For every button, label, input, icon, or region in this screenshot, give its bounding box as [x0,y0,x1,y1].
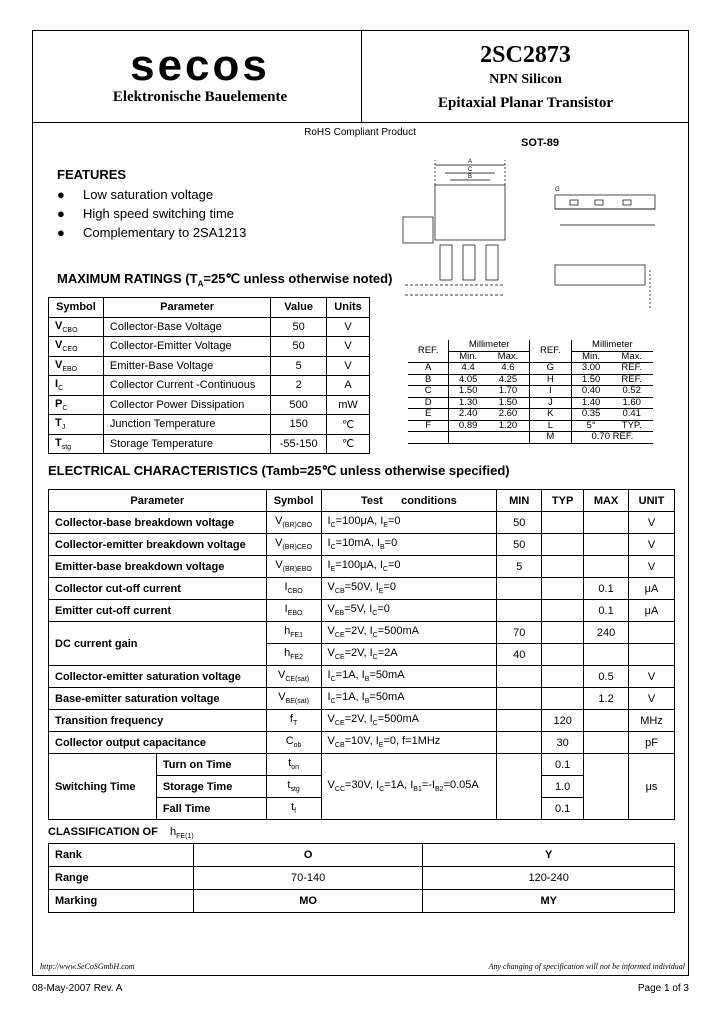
bullet-icon: ● [57,187,65,202]
unit-cell: ℃ [327,415,370,435]
condition-cell: $V_{CC}=30V$, $I_C=1A$, $I_{B1}=-I_{B2}=0.05A$ [321,754,497,820]
unit-cell [629,644,675,666]
max-ratings-row [49,356,370,376]
dim-row [408,386,653,398]
dim-row [408,420,653,432]
value-cell: 5 [271,356,327,376]
condition-cell: $V_{CB}=50V$, $I_E=0$ [321,578,497,600]
typ-cell [542,578,584,600]
dim-row [408,409,653,421]
typ-cell: 30 [542,732,584,754]
max-ratings-row [49,317,370,337]
feature-text: Complementary to 2SA1213 [83,225,247,240]
unit-cell [629,622,675,644]
dim-min: 0.35 [571,409,610,421]
min-cell: 40 [497,644,542,666]
max-cell [584,644,629,666]
dim-ref: C [408,386,449,398]
col-header-min: MIN [497,490,542,512]
electrical-row [49,622,675,644]
max-cell: 0.1 [584,600,629,622]
parameter-cell: Base-emitter saturation voltage [49,688,267,710]
package-name: SOT-89 [521,137,559,149]
typ-cell [542,556,584,578]
dim-header-row [408,340,653,351]
unit-cell: μA [629,578,675,600]
condition-cell: $I_C=100\mu A$, $I_E=0$ [321,512,497,534]
max-ratings-title: MAXIMUM RATINGS ($T_A=25℃$ unless otherwise noted) [57,271,393,289]
dim-max: 1.20 [487,420,529,432]
classification-row [49,890,675,913]
parameter-cell: Storage Temperature [103,434,270,454]
condition-cell: $I_E=100\mu A$, $I_C=0$ [321,556,497,578]
rohs-label: RoHS Compliant Product [304,127,416,138]
classification-row [49,867,675,890]
min-cell: 50 [497,512,542,534]
dim-unit-header: Millimeter [449,340,530,351]
max-cell: 240 [584,622,629,644]
dim-min: 1.50 [449,386,487,398]
class-y-cell: 120-240 [423,867,675,890]
col-header-symbol: Symbol [266,490,321,512]
condition-cell: $I_C=1A$, $I_B=50mA$ [321,688,497,710]
dim-unit-header: Millimeter [571,340,653,351]
typ-cell [542,666,584,688]
parameter-cell: Collector Current -Continuous [103,376,270,396]
feature-text: High speed switching time [83,206,235,221]
unit-cell: μs [629,754,675,820]
electrical-row [49,710,675,732]
unit-cell: mW [327,395,370,415]
symbol-cell: $I_{EBO}$ [266,600,321,622]
parameter-cell: Collector cut-off current [49,578,267,600]
symbol-cell: $V_{(BR)CEO}$ [266,534,321,556]
symbol-cell: $f_T$ [266,710,321,732]
class-o-cell: MO [193,890,423,913]
dim-col-min: Min. [449,351,487,363]
parameter-cell: Collector-emitter breakdown voltage [49,534,267,556]
unit-cell: pF [629,732,675,754]
symbol-cell: $V_{BE(sat)}$ [266,688,321,710]
unit-cell: V [629,512,675,534]
condition-cell: $V_{CE}=2V$, $I_C=2A$ [321,644,497,666]
dim-max: REF. [610,374,653,386]
max-cell [584,534,629,556]
min-cell: 50 [497,534,542,556]
symbol-cell: $h_{FE1}$ [266,622,321,644]
max-cell: 0.1 [584,578,629,600]
dim-col-ref: REF. [529,340,571,363]
dim-col-max: Max. [610,351,653,363]
svg-text:A: A [468,159,473,165]
dim-row [408,432,653,444]
parameter-cell: Collector-Emitter Voltage [103,337,270,357]
symbol-cell: $T_{stg}$ [49,434,104,454]
typ-cell: 1.0 [542,776,584,798]
min-cell [497,688,542,710]
parameter-cell: Collector-Base Voltage [103,317,270,337]
feature-item [57,206,234,221]
company-subtitle: Elektronische Bauelemente [112,89,288,105]
value-cell: -55-150 [271,434,327,454]
value-cell: 50 [271,317,327,337]
dim-min: 2.40 [449,409,487,421]
symbol-cell: $h_{FE2}$ [266,644,321,666]
parameter-cell: Collector output capacitance [49,732,267,754]
electrical-row [49,556,675,578]
dim-ref: J [529,397,571,409]
max-ratings-row [49,434,370,454]
class-label: Range [49,867,194,890]
electrical-row [49,732,675,754]
footer-url[interactable]: http://www.SeCoSGmbH.com [40,962,135,971]
dim-max: 1.60 [610,397,653,409]
dim-min: 1.50 [571,374,610,386]
condition-cell: $V_{CE}=2V$, $I_C=500mA$ [321,710,497,732]
switching-label: Switching Time [49,754,157,820]
parameter-cell: Junction Temperature [103,415,270,435]
dim-min: 0.89 [449,420,487,432]
symbol-cell: $V_{(BR)CBO}$ [266,512,321,534]
secos-logo: secos [130,41,270,90]
class-label: Marking [49,890,194,913]
max-ratings-row [49,395,370,415]
dim-ref: B [408,374,449,386]
parameter-cell: Collector-emitter saturation voltage [49,666,267,688]
dim-col-min: Min. [571,351,610,363]
classification-title: CLASSIFICATION OF $h_{FE(1)}$ [48,826,194,841]
parameter-cell: Emitter cut-off current [49,600,267,622]
bullet-icon: ● [57,206,65,221]
dim-row [408,374,653,386]
symbol-cell: $V_{CE(sat)}$ [266,666,321,688]
typ-cell: 0.1 [542,798,584,820]
parameter-cell: Collector-base breakdown voltage [49,512,267,534]
unit-cell: ℃ [327,434,370,454]
features-title: FEATURES [57,167,127,182]
symbol-cell: $t_{on}$ [266,754,321,776]
electrical-characteristics-table [48,489,675,820]
symbol-cell: $V_{CBO}$ [49,317,104,337]
dim-ref: F [408,420,449,432]
feature-item [57,187,213,202]
dim-min: 4.4 [449,363,487,375]
dim-max: REF. [610,363,653,375]
footer-date: 08-May-2007 Rev. A [32,983,123,994]
col-header-units: Units [327,298,370,318]
sot89-package-drawing [395,155,685,330]
footer-notice: Any changing of specification will not be informed individual [488,962,685,971]
typ-cell [542,512,584,534]
unit-cell: μA [629,600,675,622]
dim-col-ref: REF. [408,340,449,363]
dim-row [408,363,653,375]
max-ratings-row [49,376,370,396]
max-cell [584,556,629,578]
dim-ref: L [529,420,571,432]
dim-max: 1.50 [487,397,529,409]
condition-cell: $V_{CB}=10V$, $I_E=0$, f=1MHz [321,732,497,754]
symbol-cell: $t_f$ [266,798,321,820]
classification-table [48,843,675,913]
max-cell [584,732,629,754]
min-cell [497,666,542,688]
dim-min: 5° [571,420,610,432]
typ-cell: 120 [542,710,584,732]
symbol-cell: $P_C$ [49,395,104,415]
unit-cell: V [629,688,675,710]
typ-cell [542,600,584,622]
bullet-icon: ● [57,225,65,240]
dim-ref [408,432,449,444]
electrical-title: ELECTRICAL CHARACTERISTICS (Tamb=25℃ unless otherwise specified) [48,463,510,478]
col-header-test-conditions: Test conditions [321,490,497,512]
dim-col-max: Max. [487,351,529,363]
value-cell: 50 [271,337,327,357]
col-header-value: Value [271,298,327,318]
dim-max: 4.25 [487,374,529,386]
value-cell: 2 [271,376,327,396]
unit-cell: V [327,337,370,357]
unit-cell: MHz [629,710,675,732]
symbol-cell: $I_{CBO}$ [266,578,321,600]
electrical-row [49,512,675,534]
parameter-cell: Transition frequency [49,710,267,732]
max-cell [584,512,629,534]
parameter-cell: DC current gain [49,622,267,666]
parameter-cell: Collector Power Dissipation [103,395,270,415]
dim-ref: I [529,386,571,398]
dim-max: 1.70 [487,386,529,398]
class-o-cell: 70-140 [193,867,423,890]
dim-min: 3.00 [571,363,610,375]
svg-text:G: G [555,187,560,193]
typ-cell [542,622,584,644]
part-number: 2SC2873 [480,42,571,68]
symbol-cell: $t_{stg}$ [266,776,321,798]
electrical-row [49,534,675,556]
svg-text:C: C [468,167,473,173]
max-ratings-row [49,415,370,435]
dim-max: TYP. [610,420,653,432]
typ-cell [542,688,584,710]
max-cell: 0.5 [584,666,629,688]
dim-min [449,432,487,444]
dim-max: 4.6 [487,363,529,375]
dim-ref: E [408,409,449,421]
col-header-unit: UNIT [629,490,675,512]
switching-row [49,754,675,776]
dim-ref: D [408,397,449,409]
min-cell [497,710,542,732]
dim-max [487,432,529,444]
dim-min: 1.30 [449,397,487,409]
symbol-cell: $V_{CEO}$ [49,337,104,357]
typ-cell [542,534,584,556]
unit-cell: V [629,666,675,688]
dim-max: 0.41 [610,409,653,421]
value-cell: 500 [271,395,327,415]
parameter-cell: Emitter-base breakdown voltage [49,556,267,578]
value-cell: 150 [271,415,327,435]
max-ratings-row [49,337,370,357]
dim-ref: M [529,432,571,444]
condition-cell: $V_{CE}=2V$, $I_C=500mA$ [321,622,497,644]
min-cell [497,732,542,754]
electrical-row [49,688,675,710]
dim-min: 1.40 [571,397,610,409]
parameter-cell: Emitter-Base Voltage [103,356,270,376]
max-cell [584,710,629,732]
unit-cell: V [629,534,675,556]
col-header-max: MAX [584,490,629,512]
symbol-cell: $T_J$ [49,415,104,435]
dim-min: 0.40 [571,386,610,398]
feature-item [57,225,246,240]
min-cell [497,578,542,600]
footer-page: Page 1 of 3 [637,983,689,994]
condition-cell: $V_{EB}=5V$, $I_C=0$ [321,600,497,622]
type-line-2: Epitaxial Planar Transistor [437,95,614,111]
condition-cell: $I_C=1A$, $I_B=50mA$ [321,666,497,688]
electrical-row [49,666,675,688]
min-cell [497,754,542,820]
dim-ref: H [529,374,571,386]
class-o-cell: O [193,844,423,867]
classification-row [49,844,675,867]
dim-ref: A [408,363,449,375]
dim-max: 0.52 [610,386,653,398]
typ-cell [542,644,584,666]
dim-ref: K [529,409,571,421]
switching-name: Fall Time [156,798,266,820]
svg-text:B: B [468,174,473,180]
electrical-row [49,600,675,622]
symbol-cell: $V_{(BR)EBO}$ [266,556,321,578]
symbol-cell: $C_{ob}$ [266,732,321,754]
col-header-typ: TYP [542,490,584,512]
max-ratings-table [48,297,370,454]
dim-row [408,397,653,409]
dim-ref: G [529,363,571,375]
unit-cell: V [327,356,370,376]
unit-cell: V [327,317,370,337]
col-header-parameter: Parameter [49,490,267,512]
header-divider [32,122,689,123]
dimension-table [408,340,653,444]
type-line-1: NPN Silicon [489,72,562,87]
unit-cell: V [629,556,675,578]
max-cell: 1.2 [584,688,629,710]
min-cell: 70 [497,622,542,644]
dim-max: 2.60 [487,409,529,421]
class-label: Rank [49,844,194,867]
typ-cell: 0.1 [542,754,584,776]
electrical-row [49,578,675,600]
symbol-cell: $I_C$ [49,376,104,396]
symbol-cell: $V_{EBO}$ [49,356,104,376]
col-header-parameter: Parameter [103,298,270,318]
min-cell [497,600,542,622]
dim-min: 4.05 [449,374,487,386]
max-cell [584,754,629,820]
unit-cell: A [327,376,370,396]
col-header-symbol: Symbol [49,298,104,318]
class-y-cell: MY [423,890,675,913]
condition-cell: $I_C=10mA$, $I_B=0$ [321,534,497,556]
switching-name: Turn on Time [156,754,266,776]
class-y-cell: Y [423,844,675,867]
switching-name: Storage Time [156,776,266,798]
feature-text: Low saturation voltage [83,187,214,202]
min-cell: 5 [497,556,542,578]
dim-min: 0.70 REF. [571,432,653,444]
